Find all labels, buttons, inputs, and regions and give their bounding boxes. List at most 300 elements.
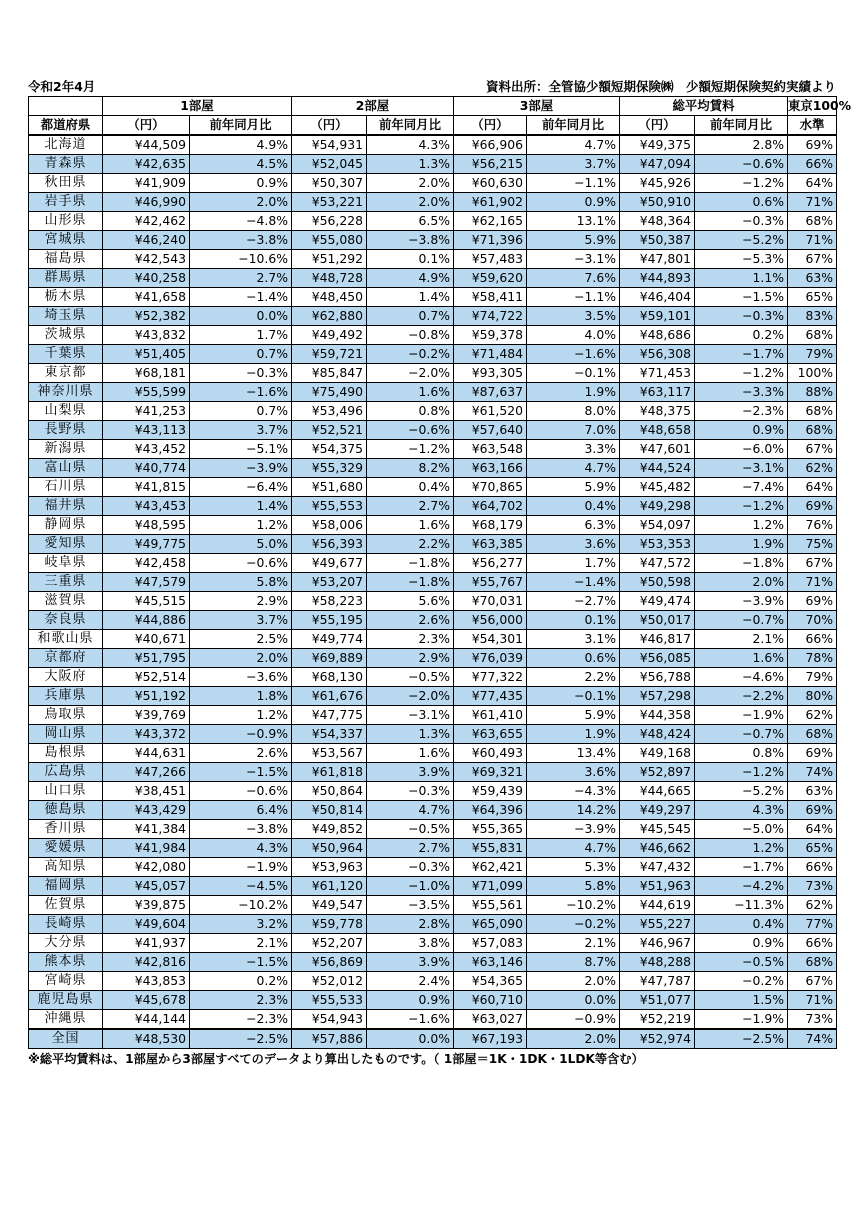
yoy-1room-cell: 0.2% [190,972,292,991]
yoy-3room-cell: 4.0% [527,326,620,345]
rent-average-cell: ¥51,963 [620,877,695,896]
rent-2room-cell: ¥52,012 [292,972,367,991]
rent-average-cell: ¥44,524 [620,459,695,478]
yoy-average-cell: −5.2% [695,782,788,801]
tokyo-level-cell: 80% [788,687,837,706]
yoy-3room-cell: 5.9% [527,231,620,250]
rent-1room-cell: ¥43,832 [103,326,190,345]
table-row [29,763,837,782]
tokyo-level-cell: 63% [788,269,837,288]
yoy-3room-cell: 3.3% [527,440,620,459]
yoy-2room-cell: −2.0% [367,364,454,383]
yoy-1room-cell: −3.9% [190,459,292,478]
yoy-1room-cell: 6.4% [190,801,292,820]
yoy-2room-cell: 4.7% [367,801,454,820]
rent-3room-cell: ¥69,321 [454,763,527,782]
prefecture-cell: 秋田県 [29,174,103,193]
rent-1room-cell: ¥42,080 [103,858,190,877]
table-row [29,250,837,269]
rent-2room-cell: ¥59,721 [292,345,367,364]
yoy-3room-cell: −0.1% [527,364,620,383]
rent-3room-cell: ¥62,421 [454,858,527,877]
rent-1room-cell: ¥55,599 [103,383,190,402]
table-row [29,497,837,516]
table-row [29,991,837,1010]
prefecture-cell: 宮城県 [29,231,103,250]
yoy-1room-cell: −1.9% [190,858,292,877]
rent-average-cell: ¥47,601 [620,440,695,459]
yoy-average-cell: −1.7% [695,345,788,364]
table-header [29,97,852,136]
prefecture-cell: 高知県 [29,858,103,877]
yoy-average-cell: −1.8% [695,554,788,573]
rent-1room-cell: ¥45,678 [103,991,190,1010]
rent-3room-cell: ¥70,865 [454,478,527,497]
prefecture-cell: 岐阜県 [29,554,103,573]
yoy-average-cell: 1.5% [695,991,788,1010]
rent-1room-cell: ¥44,886 [103,611,190,630]
header-group-2room: 2部屋 [292,97,454,116]
rent-3room-cell: ¥61,410 [454,706,527,725]
yoy-average-cell: −1.2% [695,763,788,782]
header-corner [29,97,103,116]
yoy-average-cell: −0.7% [695,725,788,744]
yoy-2room-cell: 0.8% [367,402,454,421]
tokyo-level-cell: 66% [788,155,837,174]
yoy-2room-cell: 1.3% [367,155,454,174]
rent-1room-cell: ¥44,509 [103,135,190,155]
prefecture-cell: 北海道 [29,135,103,155]
prefecture-cell: 福岡県 [29,877,103,896]
yoy-2room-cell: −1.6% [367,1010,454,1030]
rent-1room-cell: ¥43,372 [103,725,190,744]
rent-2room-cell: ¥55,329 [292,459,367,478]
header-row-groups [29,97,837,116]
rent-average-cell: ¥50,598 [620,573,695,592]
yoy-average-cell: −0.5% [695,953,788,972]
rent-report-sheet [28,78,852,1067]
rent-3room-cell: ¥61,520 [454,402,527,421]
header-yoy-1: 前年同月比 [190,116,292,136]
rent-2room-cell: ¥52,521 [292,421,367,440]
yoy-1room-cell: −3.8% [190,820,292,839]
yoy-2room-cell: 1.6% [367,744,454,763]
tokyo-level-cell: 68% [788,725,837,744]
header-yen-3: （円） [454,116,527,136]
rent-1room-cell: ¥52,382 [103,307,190,326]
rent-2room-cell: ¥49,677 [292,554,367,573]
rent-3room-cell: ¥55,561 [454,896,527,915]
yoy-average-cell: 2.0% [695,573,788,592]
yoy-2room-cell: 3.9% [367,763,454,782]
prefecture-cell: 鳥取県 [29,706,103,725]
prefecture-cell: 大分県 [29,934,103,953]
rent-3room-cell: ¥58,411 [454,288,527,307]
yoy-1room-cell: 0.9% [190,174,292,193]
table-row [29,801,837,820]
table-row [29,1010,837,1030]
table-row [29,402,837,421]
prefecture-cell: 青森県 [29,155,103,174]
rent-2room-cell: ¥53,221 [292,193,367,212]
prefecture-cell: 山梨県 [29,402,103,421]
tokyo-level-cell: 69% [788,592,837,611]
table-row [29,212,837,231]
yoy-2room-cell: 2.3% [367,630,454,649]
yoy-1room-cell: −4.5% [190,877,292,896]
rent-average-cell: ¥48,375 [620,402,695,421]
rent-1room-cell: ¥40,258 [103,269,190,288]
yoy-average-cell: −5.3% [695,250,788,269]
rent-1room-cell: ¥44,144 [103,1010,190,1030]
rent-2room-cell: ¥50,864 [292,782,367,801]
rent-3room-cell: ¥66,906 [454,135,527,155]
tokyo-level-cell: 65% [788,839,837,858]
rent-1room-cell: ¥44,631 [103,744,190,763]
prefecture-cell: 滋賀県 [29,592,103,611]
rent-3room-cell: ¥56,277 [454,554,527,573]
rent-3room-cell: ¥71,099 [454,877,527,896]
yoy-3room-cell: 1.7% [527,554,620,573]
report-date: 令和2年4月 [28,79,96,94]
rent-2room-cell: ¥49,774 [292,630,367,649]
yoy-3room-cell: 3.6% [527,763,620,782]
yoy-average-cell: −3.9% [695,592,788,611]
yoy-average-cell: 2.1% [695,630,788,649]
rent-average-cell: ¥48,288 [620,953,695,972]
yoy-2room-cell: 2.7% [367,839,454,858]
yoy-2room-cell: 0.4% [367,478,454,497]
rent-average-cell: ¥52,974 [620,1029,695,1049]
prefecture-cell: 愛媛県 [29,839,103,858]
tokyo-level-cell: 64% [788,174,837,193]
yoy-3room-cell: −3.9% [527,820,620,839]
rent-1room-cell: ¥41,253 [103,402,190,421]
yoy-1room-cell: −2.3% [190,1010,292,1030]
yoy-3room-cell: 2.1% [527,934,620,953]
tokyo-level-cell: 67% [788,250,837,269]
prefecture-cell: 香川県 [29,820,103,839]
tokyo-level-cell: 68% [788,421,837,440]
rent-3room-cell: ¥57,083 [454,934,527,953]
rent-3room-cell: ¥77,322 [454,668,527,687]
yoy-average-cell: 0.6% [695,193,788,212]
rent-3room-cell: ¥57,483 [454,250,527,269]
rent-1room-cell: ¥43,453 [103,497,190,516]
yoy-average-cell: −2.5% [695,1029,788,1049]
rent-1room-cell: ¥41,815 [103,478,190,497]
rent-1room-cell: ¥41,984 [103,839,190,858]
rent-2room-cell: ¥58,006 [292,516,367,535]
tokyo-level-cell: 62% [788,706,837,725]
tokyo-level-cell: 100% [788,364,837,383]
rent-1room-cell: ¥42,458 [103,554,190,573]
header-yoy-2: 前年同月比 [367,116,454,136]
yoy-2room-cell: 1.6% [367,383,454,402]
table-row [29,573,837,592]
prefecture-cell: 京都府 [29,649,103,668]
yoy-2room-cell: 1.3% [367,725,454,744]
yoy-average-cell: −0.6% [695,155,788,174]
yoy-1room-cell: 2.3% [190,991,292,1010]
rent-average-cell: ¥47,572 [620,554,695,573]
rent-3room-cell: ¥62,165 [454,212,527,231]
rent-1room-cell: ¥48,595 [103,516,190,535]
header-group-average: 総平均賃料 [620,97,788,116]
rent-1room-cell: ¥43,429 [103,801,190,820]
rent-2room-cell: ¥53,207 [292,573,367,592]
rent-2room-cell: ¥50,814 [292,801,367,820]
rent-average-cell: ¥45,545 [620,820,695,839]
rent-2room-cell: ¥50,307 [292,174,367,193]
report-meta [28,78,836,96]
rent-2room-cell: ¥49,492 [292,326,367,345]
yoy-average-cell: −1.9% [695,706,788,725]
rent-average-cell: ¥57,298 [620,687,695,706]
header-group-3room: 3部屋 [454,97,620,116]
tokyo-level-cell: 71% [788,573,837,592]
yoy-1room-cell: 1.7% [190,326,292,345]
tokyo-level-cell: 74% [788,763,837,782]
rent-2room-cell: ¥50,964 [292,839,367,858]
yoy-1room-cell: 0.0% [190,307,292,326]
prefecture-cell: 徳島県 [29,801,103,820]
yoy-average-cell: −1.5% [695,288,788,307]
yoy-2room-cell: −0.6% [367,421,454,440]
rent-3room-cell: ¥70,031 [454,592,527,611]
yoy-3room-cell: −10.2% [527,896,620,915]
rent-2room-cell: ¥54,943 [292,1010,367,1030]
tokyo-level-cell: 68% [788,402,837,421]
yoy-3room-cell: 0.9% [527,193,620,212]
header-level: 水準 [788,116,837,136]
table-row [29,135,837,155]
rent-3room-cell: ¥63,548 [454,440,527,459]
prefecture-cell: 山口県 [29,782,103,801]
rent-1room-cell: ¥47,579 [103,573,190,592]
rent-1room-cell: ¥46,990 [103,193,190,212]
rent-1room-cell: ¥39,769 [103,706,190,725]
rent-average-cell: ¥44,358 [620,706,695,725]
tokyo-level-cell: 66% [788,858,837,877]
yoy-3room-cell: 3.7% [527,155,620,174]
yoy-average-cell: 0.2% [695,326,788,345]
yoy-3room-cell: −0.2% [527,915,620,934]
rent-2room-cell: ¥51,292 [292,250,367,269]
prefecture-cell: 兵庫県 [29,687,103,706]
table-row [29,706,837,725]
tokyo-level-cell: 68% [788,212,837,231]
rent-1room-cell: ¥41,384 [103,820,190,839]
rent-average-cell: ¥44,619 [620,896,695,915]
rent-2room-cell: ¥55,553 [292,497,367,516]
table-row [29,915,837,934]
rent-average-cell: ¥56,308 [620,345,695,364]
table-row [29,364,837,383]
rent-3room-cell: ¥71,396 [454,231,527,250]
rent-average-cell: ¥59,101 [620,307,695,326]
rent-2room-cell: ¥68,130 [292,668,367,687]
yoy-2room-cell: 2.6% [367,611,454,630]
rent-average-cell: ¥50,017 [620,611,695,630]
yoy-1room-cell: 2.0% [190,193,292,212]
yoy-1room-cell: −10.6% [190,250,292,269]
rent-3room-cell: ¥77,435 [454,687,527,706]
table-row [29,155,837,174]
tokyo-level-cell: 69% [788,135,837,155]
table-row [29,174,837,193]
table-row [29,820,837,839]
table-row [29,459,837,478]
yoy-2room-cell: 2.4% [367,972,454,991]
tokyo-level-cell: 67% [788,440,837,459]
tokyo-level-cell: 78% [788,649,837,668]
yoy-average-cell: −1.9% [695,1010,788,1030]
yoy-3room-cell: 6.3% [527,516,620,535]
yoy-1room-cell: −0.6% [190,782,292,801]
rent-average-cell: ¥56,085 [620,649,695,668]
footnote: ※総平均賃料は、1部屋から3部屋すべてのデータより算出したものです。（ 1部屋＝1K・1DK・1LDK等含む） [28,1052,644,1066]
tokyo-level-cell: 67% [788,972,837,991]
rent-average-cell: ¥46,817 [620,630,695,649]
yoy-2room-cell: 2.2% [367,535,454,554]
table-row [29,478,837,497]
rent-3room-cell: ¥64,396 [454,801,527,820]
rent-average-cell: ¥48,686 [620,326,695,345]
tokyo-level-cell: 75% [788,535,837,554]
tokyo-level-cell: 83% [788,307,837,326]
rent-average-cell: ¥49,375 [620,135,695,155]
tokyo-level-cell: 71% [788,231,837,250]
yoy-2room-cell: −0.2% [367,345,454,364]
yoy-1room-cell: −4.8% [190,212,292,231]
yoy-average-cell: −1.7% [695,858,788,877]
yoy-average-cell: −0.3% [695,212,788,231]
yoy-2room-cell: −3.1% [367,706,454,725]
table-row [29,440,837,459]
yoy-3room-cell: 2.2% [527,668,620,687]
prefecture-cell: 熊本県 [29,953,103,972]
rent-3room-cell: ¥68,179 [454,516,527,535]
yoy-3room-cell: 0.1% [527,611,620,630]
prefecture-cell: 三重県 [29,573,103,592]
table-row [29,744,837,763]
table-row [29,839,837,858]
yoy-average-cell: −1.2% [695,174,788,193]
table-row [29,554,837,573]
prefecture-cell: 長野県 [29,421,103,440]
rent-average-cell: ¥45,482 [620,478,695,497]
table-row [29,231,837,250]
yoy-average-cell: −0.7% [695,611,788,630]
table-row [29,421,837,440]
yoy-3room-cell: 14.2% [527,801,620,820]
yoy-3room-cell: −1.1% [527,288,620,307]
tokyo-level-cell: 62% [788,896,837,915]
tokyo-level-cell: 67% [788,554,837,573]
yoy-2room-cell: 0.0% [367,1029,454,1049]
yoy-3room-cell: −4.3% [527,782,620,801]
yoy-average-cell: 1.2% [695,516,788,535]
rent-1room-cell: ¥49,604 [103,915,190,934]
yoy-average-cell: 2.8% [695,135,788,155]
yoy-1room-cell: 1.2% [190,706,292,725]
prefecture-cell: 愛知県 [29,535,103,554]
yoy-2room-cell: −0.8% [367,326,454,345]
prefecture-cell: 和歌山県 [29,630,103,649]
rent-2room-cell: ¥57,886 [292,1029,367,1049]
tokyo-level-cell: 64% [788,820,837,839]
rent-1room-cell: ¥48,530 [103,1029,190,1049]
rent-3room-cell: ¥65,090 [454,915,527,934]
table-row [29,592,837,611]
rent-1room-cell: ¥51,192 [103,687,190,706]
yoy-3room-cell: 0.6% [527,649,620,668]
rent-average-cell: ¥47,432 [620,858,695,877]
rent-3room-cell: ¥74,722 [454,307,527,326]
rent-2room-cell: ¥55,080 [292,231,367,250]
rent-3room-cell: ¥54,301 [454,630,527,649]
yoy-3room-cell: 4.7% [527,839,620,858]
rent-2room-cell: ¥69,889 [292,649,367,668]
table-row [29,611,837,630]
tokyo-level-cell: 69% [788,497,837,516]
rent-1room-cell: ¥43,452 [103,440,190,459]
yoy-1room-cell: 1.4% [190,497,292,516]
yoy-average-cell: 0.8% [695,744,788,763]
rent-1room-cell: ¥51,405 [103,345,190,364]
rent-average-cell: ¥71,453 [620,364,695,383]
yoy-average-cell: 0.9% [695,421,788,440]
yoy-3room-cell: 0.4% [527,497,620,516]
rent-2room-cell: ¥54,931 [292,135,367,155]
yoy-1room-cell: 4.3% [190,839,292,858]
prefecture-cell: 神奈川県 [29,383,103,402]
prefecture-cell: 島根県 [29,744,103,763]
rent-2room-cell: ¥49,852 [292,820,367,839]
yoy-1room-cell: −6.4% [190,478,292,497]
rent-3room-cell: ¥63,385 [454,535,527,554]
yoy-average-cell: −3.1% [695,459,788,478]
rent-1room-cell: ¥41,937 [103,934,190,953]
data-source: 資料出所：全管協少額短期保険㈱ 少額短期保険契約実績より [485,79,836,94]
tokyo-level-cell: 66% [788,934,837,953]
yoy-1room-cell: 2.0% [190,649,292,668]
prefecture-cell: 茨城県 [29,326,103,345]
rent-2room-cell: ¥48,728 [292,269,367,288]
rent-average-cell: ¥47,787 [620,972,695,991]
rent-average-cell: ¥46,404 [620,288,695,307]
table-row [29,896,837,915]
table-body [29,135,837,1049]
yoy-3room-cell: 2.0% [527,1029,620,1049]
tokyo-level-cell: 88% [788,383,837,402]
rent-3room-cell: ¥56,215 [454,155,527,174]
rent-1room-cell: ¥39,875 [103,896,190,915]
yoy-3room-cell: 3.5% [527,307,620,326]
yoy-average-cell: −4.2% [695,877,788,896]
yoy-1room-cell: 2.5% [190,630,292,649]
yoy-2room-cell: 0.1% [367,250,454,269]
yoy-average-cell: −6.0% [695,440,788,459]
rent-3room-cell: ¥55,365 [454,820,527,839]
rent-2room-cell: ¥48,450 [292,288,367,307]
prefecture-cell: 全国 [29,1029,103,1049]
yoy-3room-cell: −2.7% [527,592,620,611]
yoy-average-cell: −5.2% [695,231,788,250]
table-row [29,858,837,877]
header-yen-1: （円） [103,116,190,136]
